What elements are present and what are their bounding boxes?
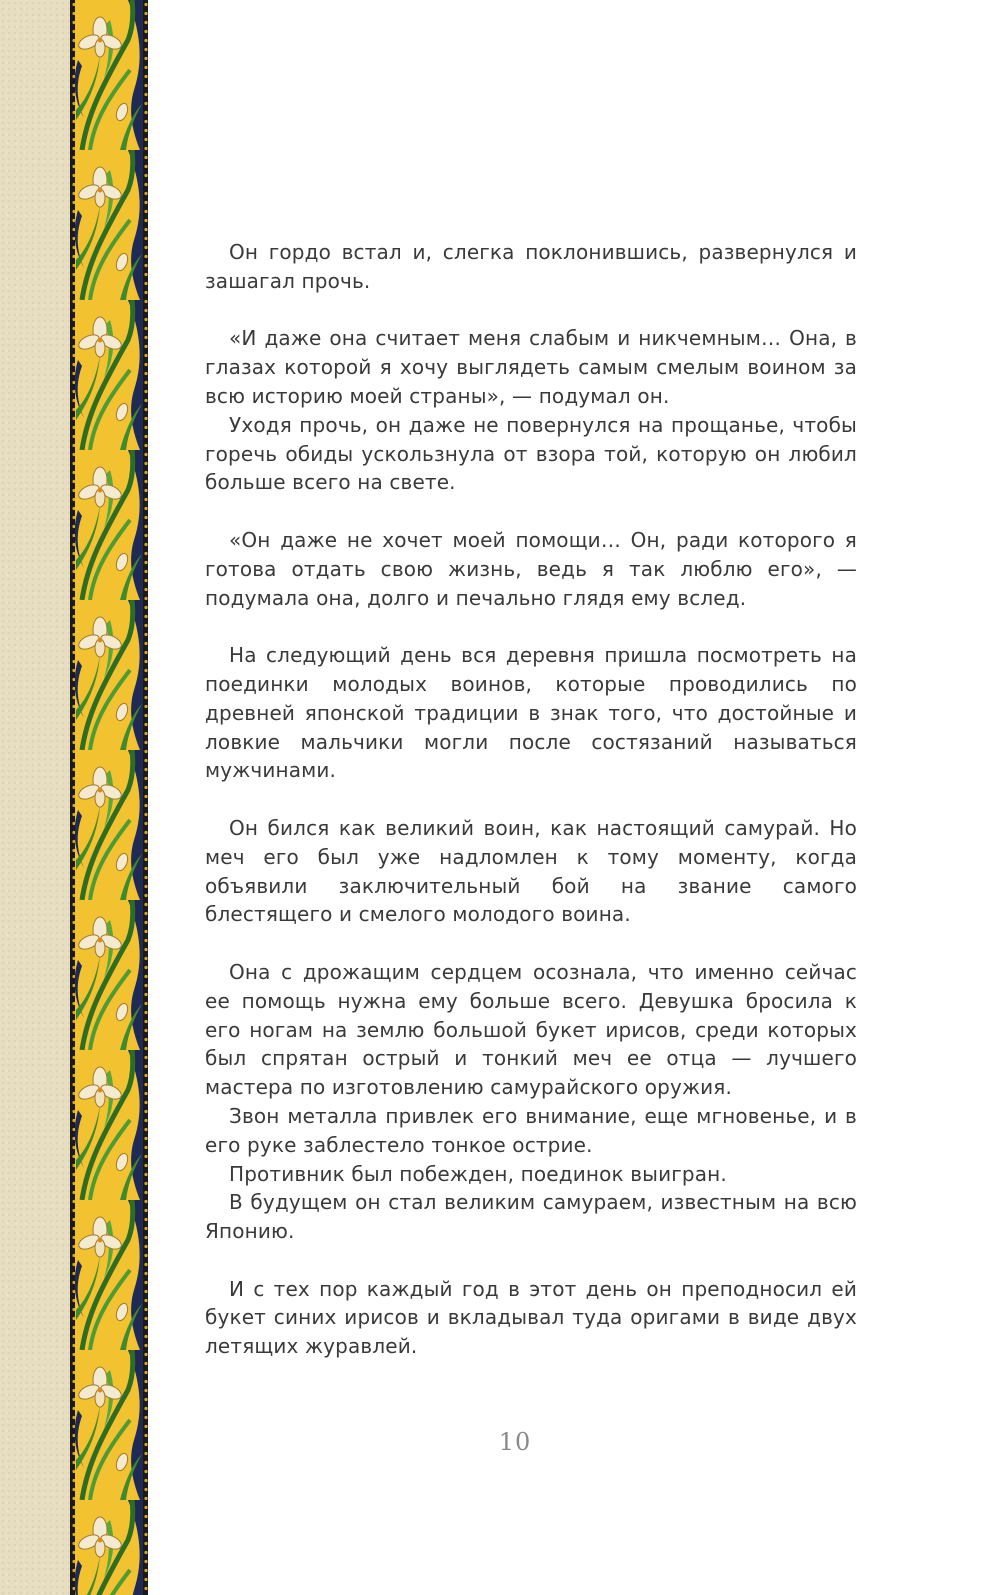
paragraph: Уходя прочь, он даже не повернулся на прощанье, чтобы горечь обиды ускользнула от взора той, которую он любил больше всего на свете. xyxy=(205,412,857,495)
paragraph: В будущем он стал великим самураем, известным на всю Японию. xyxy=(205,1190,857,1244)
paragraph: И с тех пор каждый год в этот день он преподносил ей букет синих ирисов и вкладывал туда оригами в виде двух летящих журавлей. xyxy=(205,1276,857,1359)
paragraph: «Он даже не хочет моей помощи… Он, ради которого я готова отдать свою жизнь, ведь я так люблю его», — подумала она, долго и печально глядя ему вслед. xyxy=(205,527,857,610)
iris-ornament-border xyxy=(70,0,148,1595)
story-text xyxy=(205,238,857,1361)
paragraph: Противник был побежден, поединок выигран. xyxy=(229,1161,727,1186)
paragraph: Звон металла привлек его внимание, еще мгновенье, и в его руке заблестело тонкое острие. xyxy=(205,1103,857,1157)
paragraph: Он бился как великий воин, как настоящий самурай. Но меч его был уже надломлен к тому моменту, когда объявили заключительный бой на звание самого блестящего и смелого молодого воина. xyxy=(205,815,857,927)
paragraph: Она с дрожащим сердцем осознала, что именно сейчас ее помощь нужна ему больше всего. Девушка бросила к его ногам на землю большой букет ирисов, среди которых был спрятан острый и тонкий меч ее отца — лучшего мастера по изготовлению самурайского оружия. xyxy=(205,959,857,1100)
paragraph: На следующий день вся деревня пришла посмотреть на поединки молодых воинов, которые проводились по древней японской традиции в знак того, что достойные и ловкие мальчики могли после состязаний называться мужчинами. xyxy=(205,643,857,783)
paragraph: «И даже она считает меня слабым и никчемным… Она, в глазах которой я хочу выглядеть самым смелым воином за всю историю моей страны», — подумал он. xyxy=(205,326,857,408)
paragraph: Он гордо встал и, слегка поклонившись, развернулся и зашагал прочь. xyxy=(205,240,857,293)
paper-margin xyxy=(0,0,70,1595)
page-number: 10 xyxy=(498,1428,532,1456)
